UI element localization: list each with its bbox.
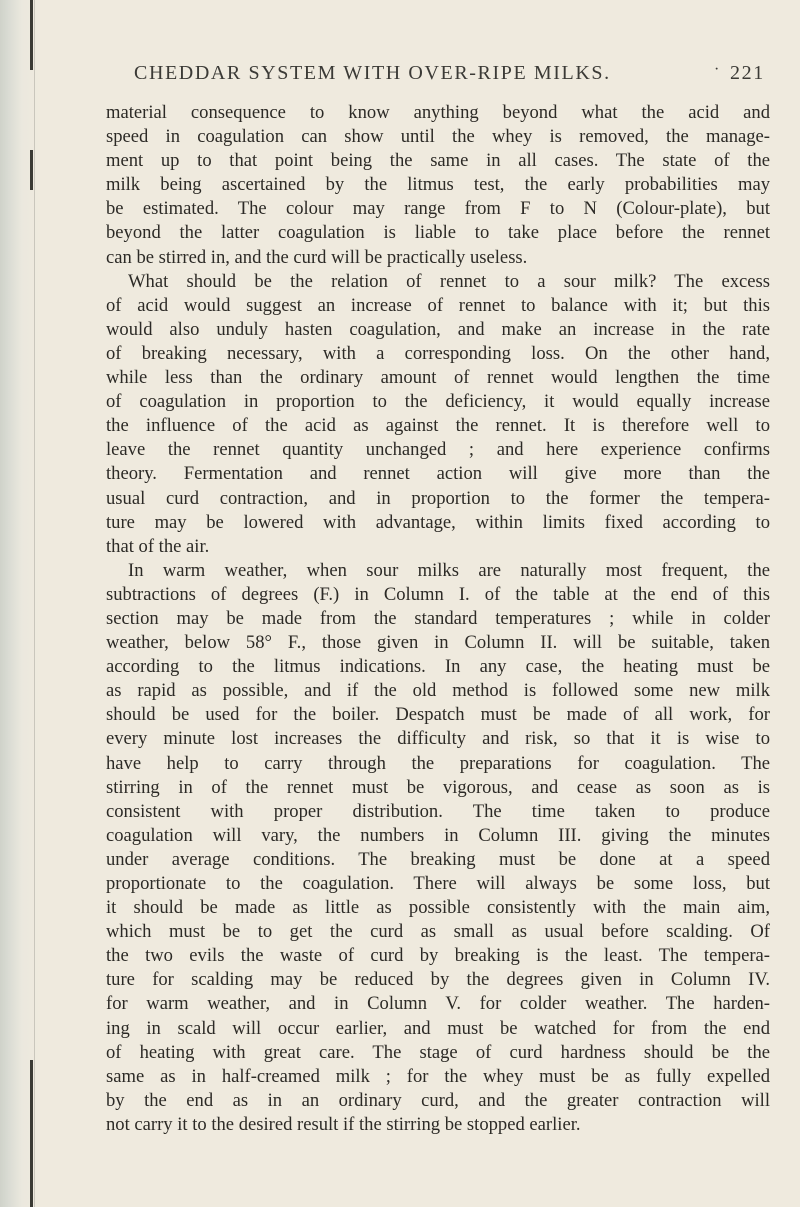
spine-mark (30, 0, 33, 70)
text-line: In warm weather, when sour milks are naturally most frequent, the (128, 559, 770, 581)
paragraph (106, 559, 770, 1137)
text-line: the influence of the acid as against the rennet. It is therefore well to (106, 415, 770, 437)
text-line: speed in coagulation can show until the whey is removed, the manage- (106, 126, 770, 148)
text-line: can be stirred in, and the curd will be practically useless. (106, 246, 528, 268)
text-line: have help to carry through the preparations for coagulation. The (106, 752, 770, 774)
text-line: What should be the relation of rennet to a sour milk? The excess (128, 270, 770, 292)
text-line: beyond the latter coagulation is liable to take place before the rennet (106, 222, 770, 244)
text-line: milk being ascertained by the litmus test, the early probabilities may (106, 174, 770, 196)
body-text (106, 101, 770, 1137)
text-line: which must be to get the curd as small as usual before scalding. Of (106, 921, 770, 943)
text-line: of heating with great care. The stage of curd hardness should be the (106, 1041, 770, 1063)
text-line: the two evils the waste of curd by breaking is the least. The tempera- (106, 945, 770, 967)
text-line: every minute lost increases the difficulty and risk, so that it is wise to (106, 728, 770, 750)
text-line: that of the air. (106, 535, 210, 557)
text-line: same as in half-creamed milk ; for the whey must be as fully expelled (106, 1065, 770, 1087)
text-line: ing in scald will occur earlier, and must be watched for from the end (106, 1017, 770, 1039)
text-line: as rapid as possible, and if the old method is followed some new milk (106, 680, 770, 702)
text-line: of acid would suggest an increase of rennet to balance with it; but this (106, 294, 770, 316)
text-line: be estimated. The colour may range from F to N (Colour-plate), but (106, 198, 770, 220)
text-line: ture may be lowered with advantage, within limits fixed according to (106, 511, 770, 533)
page-number: 221 (730, 62, 765, 84)
text-line: it should be made as little as possible consistently with the main aim, (106, 897, 770, 919)
text-line: under average conditions. The breaking must be done at a speed (106, 848, 770, 870)
text-line: ture for scalding may be reduced by the degrees given in Column IV. (106, 969, 770, 991)
running-head (106, 62, 766, 92)
text-line: by the end as in an ordinary curd, and the greater contraction will (106, 1089, 770, 1111)
text-line: according to the litmus indications. In any case, the heating must be (106, 656, 770, 678)
text-line: theory. Fermentation and rennet action will give more than the (106, 463, 770, 485)
text-line: not carry it to the desired result if the stirring be stopped earlier. (106, 1113, 581, 1135)
text-line: subtractions of degrees (F.) in Column I. of the table at the end of this (106, 583, 770, 605)
running-head-separator: · (714, 61, 721, 78)
text-line: leave the rennet quantity unchanged ; and here experience confirms (106, 439, 770, 461)
text-line: for warm weather, and in Column V. for colder weather. The harden- (106, 993, 770, 1015)
spine-mark (30, 1060, 33, 1207)
text-line: proportionate to the coagulation. There will always be some loss, but (106, 873, 770, 894)
paragraph (106, 270, 770, 559)
text-line: coagulation will vary, the numbers in Column III. giving the minutes (106, 824, 770, 846)
text-line: weather, below 58° F., those given in Column II. will be suitable, taken (106, 632, 770, 654)
text-line: usual curd contraction, and in proportion to the former the tempera- (106, 487, 770, 509)
text-line: while less than the ordinary amount of rennet would lengthen the time (106, 367, 770, 389)
text-line: material consequence to know anything beyond what the acid and (106, 102, 770, 123)
text-line: consistent with proper distribution. The time taken to produce (106, 800, 770, 822)
text-line: should be used for the boiler. Despatch must be made of all work, for (106, 704, 770, 726)
paragraph (106, 101, 770, 270)
binding-edge (34, 0, 35, 1207)
text-line: section may be made from the standard temperatures ; while in colder (106, 607, 770, 629)
text-line: of breaking necessary, with a corresponding loss. On the other hand, (106, 342, 770, 364)
text-line: ment up to that point being the same in all cases. The state of the (106, 150, 770, 172)
running-head-title: CHEDDAR SYSTEM WITH OVER-RIPE MILKS. (134, 62, 611, 84)
text-line: of coagulation in proportion to the deficiency, it would equally increase (106, 391, 770, 413)
spine-mark (30, 150, 33, 190)
text-line: would also unduly hasten coagulation, and make an increase in the rate (106, 318, 770, 340)
text-line: stirring in of the rennet must be vigorous, and cease as soon as is (106, 776, 770, 798)
